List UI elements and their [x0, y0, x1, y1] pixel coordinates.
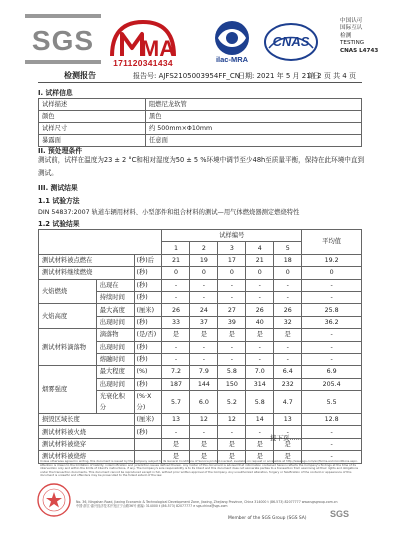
result-unit: (秒): [134, 341, 162, 353]
sample-number: 3: [218, 242, 246, 254]
result-value: 是: [162, 451, 190, 463]
result-value: 是: [190, 329, 218, 341]
result-value: 0: [218, 267, 246, 279]
cma-logo: [108, 18, 178, 60]
page-number: 第 2 页 共 4 页: [307, 72, 356, 80]
sample-number-header: 试样编号: [162, 230, 302, 242]
result-value: -: [190, 341, 218, 353]
result-average: -: [302, 438, 362, 450]
result-value: -: [190, 426, 218, 438]
result-property: 测试材料继续燃烧: [39, 267, 135, 279]
result-value: 是: [190, 438, 218, 450]
result-value: -: [162, 353, 190, 365]
result-value: 26: [162, 304, 190, 316]
result-row: [39, 426, 362, 438]
result-unit: (厘米): [134, 304, 162, 316]
result-value: 39: [218, 316, 246, 328]
result-value: 13: [162, 414, 190, 426]
result-value: 40: [246, 316, 274, 328]
result-value: 0: [274, 267, 302, 279]
result-value: 150: [218, 378, 246, 390]
result-property: 损毁区域长度: [39, 414, 135, 426]
result-value: 314: [246, 378, 274, 390]
result-value: -: [246, 426, 274, 438]
result-value: -: [246, 279, 274, 291]
info-value: 黑色: [146, 111, 362, 123]
result-unit: (厘米): [134, 414, 162, 426]
result-value: -: [190, 291, 218, 303]
result-subproperty: 出现时间: [96, 316, 134, 328]
result-value: -: [190, 353, 218, 365]
result-value: 14: [246, 414, 274, 426]
section-heading: III. 测试结果: [38, 184, 78, 192]
result-value: 是: [274, 438, 302, 450]
result-value: 12: [190, 414, 218, 426]
average-header: 平均值: [302, 230, 362, 255]
result-property: 测试材料被火烧: [39, 426, 135, 438]
result-value: -: [274, 353, 302, 365]
subsection-heading: 1.2 试验结果: [38, 220, 80, 228]
cert-line: TESTING: [340, 40, 365, 47]
result-average: 205.4: [302, 378, 362, 390]
result-property: 测试材料被烧穿: [39, 438, 135, 450]
result-row: [39, 254, 362, 266]
result-unit: (秒)后: [134, 254, 162, 266]
result-subproperty: 熔融时间: [96, 353, 134, 365]
result-value: 是: [246, 329, 274, 341]
result-value: -: [246, 341, 274, 353]
company-seal: [36, 482, 72, 518]
result-value: -: [218, 341, 246, 353]
result-value: 144: [190, 378, 218, 390]
result-value: 17: [218, 254, 246, 266]
sample-info-table: [38, 98, 362, 147]
report-title: 检测报告: [64, 71, 96, 80]
conditioning-text: 测试前，试样在温度为23 ± 2 °C和相对湿度为50 ± 5 %环境中调节至少48h至质量平衡，保持在此环境中直到测试。: [38, 156, 365, 177]
result-row: [39, 267, 362, 279]
result-value: 是: [218, 329, 246, 341]
report-number: 报告号: AJFS2105003954FF_CN: [133, 72, 240, 80]
result-value: 6.0: [190, 391, 218, 414]
result-value: 是: [218, 438, 246, 450]
result-average: -: [302, 353, 362, 365]
sample-number: 2: [190, 242, 218, 254]
result-value: 12: [218, 414, 246, 426]
result-subproperty: 最大程度: [96, 366, 134, 378]
result-property: 火焰燃烧: [39, 279, 97, 304]
result-unit: (是/否): [134, 329, 162, 341]
result-unit: (秒): [134, 353, 162, 365]
result-row: [39, 366, 362, 378]
result-unit: (秒): [134, 426, 162, 438]
result-value: -: [162, 291, 190, 303]
result-average: -: [302, 451, 362, 463]
info-value: 任意面: [146, 135, 362, 147]
cert-line: CNAS L4743: [340, 47, 379, 54]
cert-line: 国际互认: [340, 25, 363, 32]
result-subproperty: 光衰化积分: [96, 391, 134, 414]
result-value: -: [162, 426, 190, 438]
company-address: [76, 500, 360, 508]
footer-sgs-logo: SGS: [330, 509, 350, 519]
result-value: 5.8: [218, 366, 246, 378]
result-row: [39, 279, 362, 291]
result-value: 37: [190, 316, 218, 328]
result-unit: (秒): [134, 267, 162, 279]
cma-number: 171120341434: [113, 58, 173, 68]
result-unit: (%·X分): [134, 391, 162, 414]
result-average: -: [302, 279, 362, 291]
result-value: 21: [246, 254, 274, 266]
continued-note: 接下页......: [270, 434, 302, 442]
result-unit: (秒): [134, 279, 162, 291]
result-value: -: [246, 353, 274, 365]
result-average: 5.5: [302, 391, 362, 414]
result-unit: [134, 438, 162, 450]
result-property: 测试材料被烧熔: [39, 451, 135, 463]
result-average: 25.8: [302, 304, 362, 316]
result-value: 26: [274, 304, 302, 316]
info-value: 阻燃尼龙软管: [146, 99, 362, 111]
result-value: 32: [274, 316, 302, 328]
result-unit: (秒): [134, 291, 162, 303]
result-value: 是: [162, 438, 190, 450]
result-value: -: [274, 341, 302, 353]
result-row: [39, 414, 362, 426]
info-row: [39, 123, 362, 135]
cert-line: 检测: [340, 32, 352, 39]
info-row: [39, 111, 362, 123]
result-value: -: [274, 291, 302, 303]
results-header-blank: [39, 230, 162, 255]
result-value: 是: [218, 451, 246, 463]
result-subproperty: 出现时间: [96, 341, 134, 353]
result-value: -: [162, 341, 190, 353]
info-label: 颜色: [39, 111, 146, 123]
result-value: 是: [274, 451, 302, 463]
ilac-mra-logo: [208, 18, 256, 64]
result-value: 5.8: [246, 391, 274, 414]
address-line-cn: 中国·浙江·嘉兴经济技术开发区宁山路36号 邮编: 314000 t (86-573) 82077777 e sgs.china@sgs.com: [76, 504, 228, 509]
result-value: 5.2: [218, 391, 246, 414]
result-average: 0: [302, 267, 362, 279]
result-value: 4.7: [274, 391, 302, 414]
sample-number: 1: [162, 242, 190, 254]
result-value: 是: [190, 451, 218, 463]
sgs-logo-text: SGS: [31, 25, 95, 56]
report-header: [38, 68, 362, 83]
sample-number: 5: [274, 242, 302, 254]
ilac-mra-logo-text: ilac-MRA: [215, 55, 249, 64]
result-subproperty: 出现在: [96, 279, 134, 291]
result-value: 是: [246, 438, 274, 450]
group-membership: Member of the SGS Group (SGS SA): [228, 516, 307, 521]
result-value: 232: [274, 378, 302, 390]
result-value: -: [162, 279, 190, 291]
info-label: 暴露面: [39, 135, 146, 147]
cert-line: 中国认可: [340, 18, 363, 24]
result-average: 6.9: [302, 366, 362, 378]
result-value: 是: [246, 451, 274, 463]
section-heading: I. 试样信息: [38, 89, 73, 97]
info-row: [39, 135, 362, 147]
subsection-heading: 1.1 试验方法: [38, 197, 80, 205]
result-value: 33: [162, 316, 190, 328]
result-value: 13: [274, 414, 302, 426]
result-unit: (秒): [134, 378, 162, 390]
result-value: 24: [190, 304, 218, 316]
results-table: [38, 229, 362, 464]
result-value: -: [274, 426, 302, 438]
result-value: 21: [162, 254, 190, 266]
result-value: 26: [246, 304, 274, 316]
disclaimer-text: Unless otherwise agreed in writing, this document is issued by the Company subject to its General Conditions of Service printed overleaf, available on request or accessible at http://www.sgs.com/en/Terms-and-Conditions.aspx. Attention is drawn to the limitation of liability, indemnification and jurisdiction issues defined therein. Any holder of this document is advised that information contained hereon reflects the Company's findings at the time of its intervention only and within the limits of Client's instructions, if any. The Company's sole responsibility is to its Client and this document does not exonerate parties to a transaction from exercising all their rights and obligations under the transaction documents. This document cannot be reproduced except in full, without prior written approval of the Company. Any unauthorized alteration, forgery or falsification of the content or appearance of this document is unlawful and offenders may be prosecuted to the fullest extent of the law.: [40, 459, 359, 478]
info-label: 试样尺寸: [39, 123, 146, 135]
result-property: 烟雾强度: [39, 366, 97, 414]
result-value: 0: [162, 267, 190, 279]
result-value: 是: [162, 329, 190, 341]
result-average: -: [302, 291, 362, 303]
result-value: 5.7: [162, 391, 190, 414]
result-value: 27: [218, 304, 246, 316]
result-value: 7.9: [190, 366, 218, 378]
result-value: -: [218, 353, 246, 365]
result-value: 19: [190, 254, 218, 266]
result-value: -: [218, 279, 246, 291]
result-value: 187: [162, 378, 190, 390]
result-value: -: [218, 291, 246, 303]
result-property: 测试材料被点燃在: [39, 254, 135, 266]
result-average: 19.2: [302, 254, 362, 266]
test-method-text: DIN 54837:2007 轨道车辆用材料、小型部件和组合材料的测试—用气体燃烧器测定燃烧特性: [38, 209, 300, 216]
result-average: 12.8: [302, 414, 362, 426]
address-line-en: No. 36, Ningshan Road, Jiaxing Economic & Technological Development Zone, Jiaxing, Zhejiang Province, China 314000 t (86-573) 82077777 www.sgsgroup.com.cn: [76, 500, 338, 504]
result-average: -: [302, 426, 362, 438]
result-value: 6.4: [274, 366, 302, 378]
result-value: -: [190, 279, 218, 291]
report-date: 日期: 2021 年 5 月 21 日: [238, 72, 320, 80]
result-subproperty: 持续时间: [96, 291, 134, 303]
result-value: 18: [274, 254, 302, 266]
result-property: 测试材料滴落物: [39, 329, 97, 366]
result-value: 7.2: [162, 366, 190, 378]
result-value: -: [274, 279, 302, 291]
result-average: -: [302, 329, 362, 341]
result-unit: (%): [134, 366, 162, 378]
result-value: -: [246, 291, 274, 303]
result-value: 7.0: [246, 366, 274, 378]
result-subproperty: 滴落物: [96, 329, 134, 341]
section-heading: II. 预处理条件: [38, 147, 82, 155]
cnas-logo: [263, 22, 319, 62]
info-value: 约 500mm×Φ10mm: [146, 123, 362, 135]
result-average: -: [302, 341, 362, 353]
result-subproperty: 出现时间: [96, 378, 134, 390]
result-value: 0: [190, 267, 218, 279]
result-value: 0: [246, 267, 274, 279]
result-subproperty: 最大高度: [96, 304, 134, 316]
accreditation-text: [340, 18, 378, 55]
result-row: [39, 438, 362, 450]
result-value: 是: [274, 329, 302, 341]
result-average: 36.2: [302, 316, 362, 328]
result-property: 火焰高度: [39, 304, 97, 329]
cnas-logo-text: CNAS: [272, 34, 310, 49]
info-row: [39, 99, 362, 111]
info-label: 试样描述: [39, 99, 146, 111]
result-unit: (秒): [134, 316, 162, 328]
result-value: -: [218, 426, 246, 438]
result-row: [39, 304, 362, 316]
result-row: [39, 329, 362, 341]
sgs-logo: [25, 14, 101, 64]
cma-logo-text: MA: [140, 36, 176, 60]
results-header-row: [39, 230, 362, 242]
sample-number: 4: [246, 242, 274, 254]
